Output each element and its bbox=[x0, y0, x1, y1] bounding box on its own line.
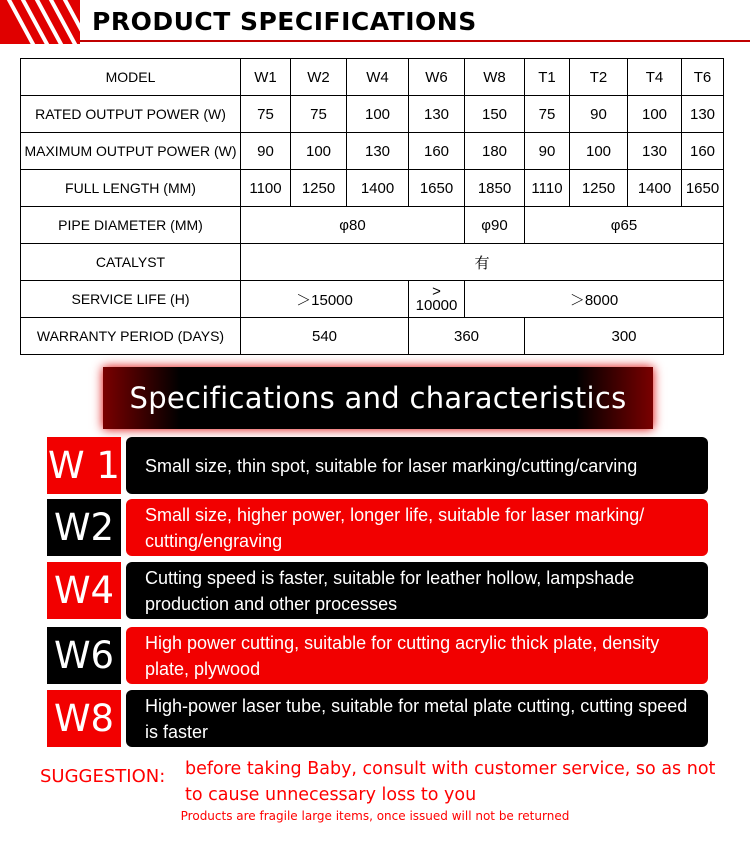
header-stripes-decoration bbox=[0, 0, 80, 44]
table-cell: 540 bbox=[241, 318, 409, 355]
banner-title: Specifications and characteristics bbox=[129, 381, 627, 415]
life-value: 10000 bbox=[415, 297, 458, 314]
table-cell: T6 bbox=[682, 59, 724, 96]
table-cell: 75 bbox=[525, 96, 570, 133]
row-label: SERVICE LIFE (H) bbox=[21, 281, 241, 318]
table-cell: W6 bbox=[409, 59, 465, 96]
table-cell: 90 bbox=[525, 133, 570, 170]
life-symbol: > bbox=[432, 283, 441, 300]
table-row-rated-power bbox=[21, 96, 724, 133]
table-cell: W4 bbox=[347, 59, 409, 96]
table-cell: T2 bbox=[570, 59, 628, 96]
table-cell: 150 bbox=[465, 96, 525, 133]
table-cell: 130 bbox=[347, 133, 409, 170]
table-cell: T4 bbox=[628, 59, 682, 96]
feature-bar-w1 bbox=[126, 437, 708, 494]
table-cell: 160 bbox=[409, 133, 465, 170]
feature-text: Cutting speed is faster, suitable for leather hollow, lampshade production and other processes bbox=[145, 567, 635, 614]
table-cell: 100 bbox=[291, 133, 347, 170]
table-cell: W2 bbox=[291, 59, 347, 96]
page-header bbox=[0, 0, 750, 44]
table-row-model bbox=[21, 59, 724, 96]
row-label: CATALYST bbox=[21, 244, 241, 281]
table-cell: 130 bbox=[628, 133, 682, 170]
table-cell: 100 bbox=[347, 96, 409, 133]
table-cell: 100 bbox=[570, 133, 628, 170]
table-cell: 130 bbox=[682, 96, 724, 133]
table-cell: 100 bbox=[628, 96, 682, 133]
table-cell: 1650 bbox=[682, 170, 724, 207]
table-cell: φ80 bbox=[241, 207, 465, 244]
table-cell: 300 bbox=[525, 318, 724, 355]
table-cell: 75 bbox=[241, 96, 291, 133]
table-row-pipe-diameter bbox=[21, 207, 724, 244]
table-cell: 180 bbox=[465, 133, 525, 170]
table-cell: 130 bbox=[409, 96, 465, 133]
table-cell: 1850 bbox=[465, 170, 525, 207]
suggestion-label: SUGGESTION: bbox=[40, 766, 166, 787]
table-cell: 90 bbox=[241, 133, 291, 170]
table-cell: 1400 bbox=[628, 170, 682, 207]
section-banner bbox=[103, 367, 653, 429]
model-badge-w8: W8 bbox=[47, 690, 121, 747]
feature-bar-w6 bbox=[126, 627, 708, 684]
table-cell: 90 bbox=[570, 96, 628, 133]
feature-text: Small size, higher power, longer life, suitable for laser marking/ cutting/engraving bbox=[145, 504, 645, 551]
table-cell: 1250 bbox=[570, 170, 628, 207]
table-row-service-life bbox=[21, 281, 724, 318]
header-divider bbox=[80, 40, 750, 42]
suggestion-text: before taking Baby, consult with customer service, so as not to cause unnecessary loss to you bbox=[185, 759, 716, 805]
row-label: PIPE DIAMETER (MM) bbox=[21, 207, 241, 244]
table-cell: φ90 bbox=[465, 207, 525, 244]
row-label: MODEL bbox=[21, 59, 241, 96]
model-badge-w6: W6 bbox=[47, 627, 121, 684]
table-cell bbox=[409, 281, 465, 318]
row-label: WARRANTY PERIOD (DAYS) bbox=[21, 318, 241, 355]
table-cell: ＞8000 bbox=[465, 281, 724, 318]
table-cell: 1250 bbox=[291, 170, 347, 207]
table-row-catalyst bbox=[21, 244, 724, 281]
table-cell: 1650 bbox=[409, 170, 465, 207]
feature-bar-w4 bbox=[126, 562, 708, 619]
model-badge-w2: W2 bbox=[47, 499, 121, 556]
table-cell: 360 bbox=[409, 318, 525, 355]
table-cell: 1100 bbox=[241, 170, 291, 207]
table-cell: W8 bbox=[465, 59, 525, 96]
table-row-length bbox=[21, 170, 724, 207]
row-label: FULL LENGTH (MM) bbox=[21, 170, 241, 207]
page-title: PRODUCT SPECIFICATIONS bbox=[92, 7, 477, 36]
table-row-warranty bbox=[21, 318, 724, 355]
row-label: MAXIMUM OUTPUT POWER (W) bbox=[21, 133, 241, 170]
table-cell: 75 bbox=[291, 96, 347, 133]
model-badge-w1: W 1 bbox=[47, 437, 121, 494]
feature-bar-w8 bbox=[126, 690, 708, 747]
table-cell: W1 bbox=[241, 59, 291, 96]
table-cell: T1 bbox=[525, 59, 570, 96]
feature-text: High-power laser tube, suitable for metal plate cutting, cutting speed is faster bbox=[145, 695, 688, 742]
table-cell: 1110 bbox=[525, 170, 570, 207]
spec-table bbox=[20, 58, 724, 355]
feature-bar-w2 bbox=[126, 499, 708, 556]
return-policy-note: Products are fragile large items, once issued will not be returned bbox=[180, 809, 570, 823]
feature-text: Small size, thin spot, suitable for laser marking/cutting/carving bbox=[145, 455, 638, 476]
row-label: RATED OUTPUT POWER (W) bbox=[21, 96, 241, 133]
table-cell: 有 bbox=[241, 244, 724, 281]
table-row-max-power bbox=[21, 133, 724, 170]
table-cell: 160 bbox=[682, 133, 724, 170]
table-cell: ＞15000 bbox=[241, 281, 409, 318]
feature-text: High power cutting, suitable for cutting acrylic thick plate, density plate, plywood bbox=[145, 632, 660, 679]
table-cell: 1400 bbox=[347, 170, 409, 207]
model-badge-w4: W4 bbox=[47, 562, 121, 619]
table-cell: φ65 bbox=[525, 207, 724, 244]
